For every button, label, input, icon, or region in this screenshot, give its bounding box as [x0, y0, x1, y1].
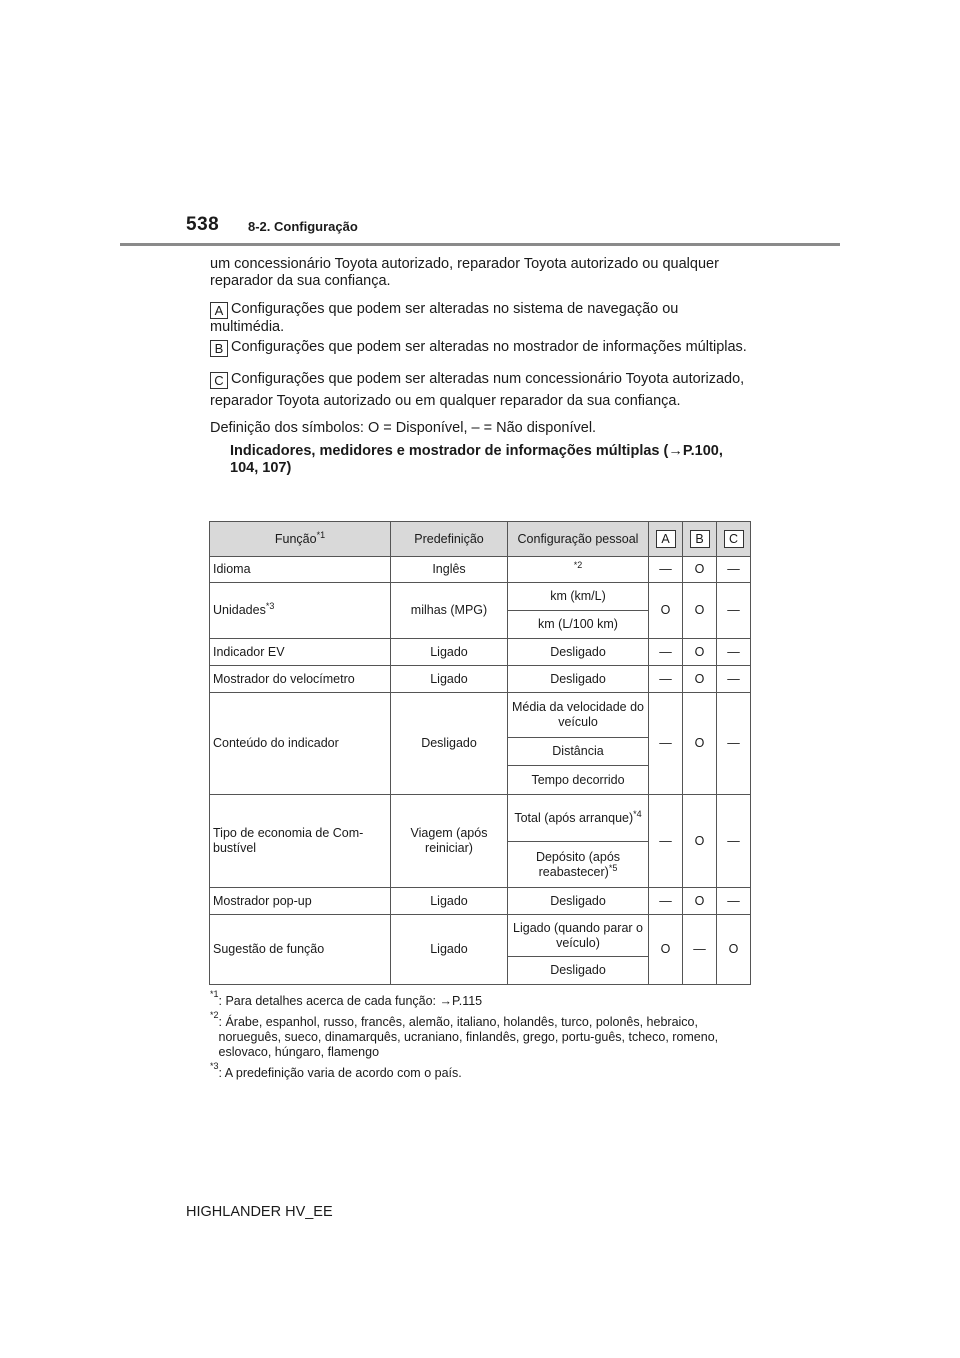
table-row: Indicador EV Ligado Desligado — O — — [210, 639, 751, 666]
legend-a — [210, 301, 750, 336]
table-row: Sugestão de função Ligado Ligado (quando parar o veículo) O — O — [210, 915, 751, 957]
header-default: Predefinição — [391, 522, 508, 557]
legend-a-key: A — [210, 302, 228, 319]
footnote: *2 : Árabe, espanhol, russo, francês, alemão, italiano, holandês, turco, polonês, hebraico, norueguês, sueco, dinamarquês, ucraniano, finlandês, grego, portu-guês, tcheco, romeno, eslovaco, húngaro, flamengo — [210, 1010, 719, 1059]
intro-paragraph: um concessionário Toyota autorizado, reparador Toyota autorizado ou qualquer reparador da sua confiança. — [210, 256, 719, 289]
footnotes — [210, 989, 750, 1087]
table-row: Tempo decorrido — [210, 766, 751, 795]
table-row: Mostrador do velocímetro Ligado Desligado — O — — [210, 666, 751, 693]
table-row: Mostrador pop-up Ligado Desligado — O — — [210, 888, 751, 915]
legend-a-text: Configurações que podem ser alteradas no sistema de navegação ou multimédia. — [210, 301, 679, 335]
table-row: Depósito (após reabastecer)$^{*5}$ — [210, 842, 751, 888]
footnote: *3 : A predefinição varia de acordo com o país. — [210, 1061, 462, 1080]
page-number: 538 — [186, 214, 220, 235]
table-row: Conteúdo do indicador Desligado Média da velocidade do veículo — O — — [210, 693, 751, 738]
legend-b-text: Configurações que podem ser alteradas no mostrador de informações múltiplas. — [231, 339, 747, 355]
header-b: B — [683, 522, 717, 557]
section-title: 8-2. Configuração — [248, 219, 358, 234]
header-a: A — [649, 522, 683, 557]
table-row: Unidades$^{*3}$ milhas (MPG) km (km/L) O O — — [210, 583, 751, 611]
table-row: Distância — [210, 738, 751, 766]
legend-c-text: Configurações que podem ser alteradas num concessionário Toyota autorizado, reparador Toyota autorizado ou em qualquer reparador da sua confiança. — [210, 371, 745, 409]
footnote: *1 : Para detalhes acerca de cada função: →P.115 — [210, 989, 483, 1008]
header-rule — [120, 243, 840, 246]
header-personal: Configuração pessoal — [508, 522, 649, 557]
settings-table — [209, 521, 751, 985]
symbols-definition: Definição dos símbolos: O = Disponível, – = Não disponível. — [210, 420, 597, 436]
legend-b — [210, 336, 750, 358]
table-row: Idioma Inglês $^{*2}$ — O — — [210, 557, 751, 583]
table-row: Desligado — [210, 957, 751, 985]
header-function: Função$^{*1}$ — [210, 522, 391, 557]
legend-b-key: B — [210, 340, 228, 357]
table-heading: Indicadores, medidores e mostrador de informações múltiplas (→P.100, 104, 107) — [230, 443, 723, 476]
table-header-row — [210, 522, 751, 557]
table-row: km (L/100 km) — [210, 611, 751, 639]
model-footer: HIGHLANDER HV_EE — [186, 1204, 333, 1220]
body-text — [210, 256, 750, 477]
header-c: C — [717, 522, 751, 557]
legend-c — [210, 368, 750, 412]
legend-c-key: C — [210, 372, 228, 389]
table-row: Tipo de economia de Com-bustível Viagem (após reiniciar) Total (após arranque)$^{*4}$ — O — — [210, 795, 751, 842]
